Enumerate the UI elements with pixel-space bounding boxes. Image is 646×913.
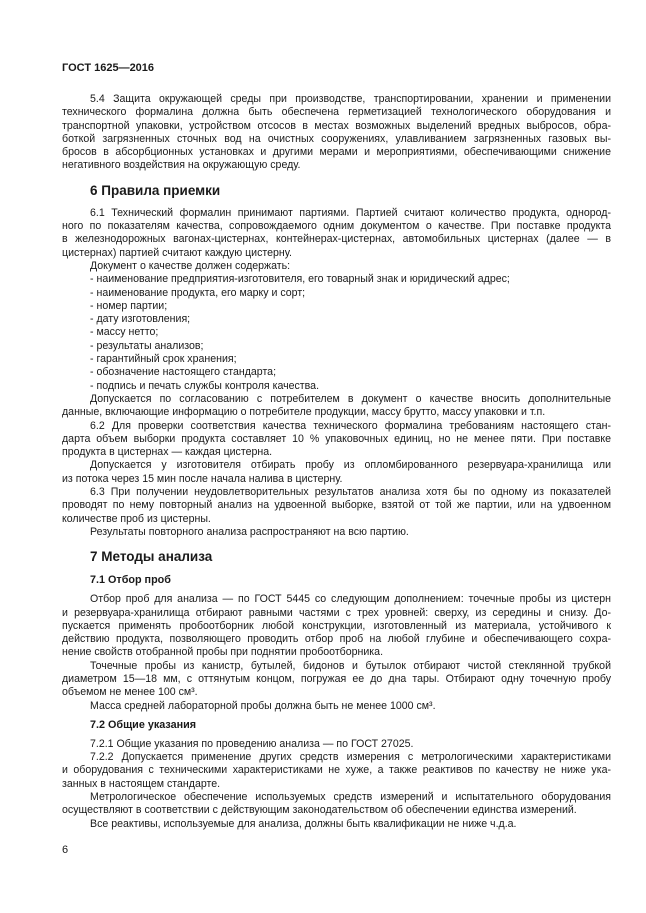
subsection-heading: 7.2 Общие указания — [90, 718, 197, 731]
text-line: Масса средней лабораторной пробы должна быть не менее 1000 см³. — [90, 699, 436, 712]
text-line: Отбор проб для анализа — по ГОСТ 5445 со следующим дополнением: точечные пробы из цистерн — [90, 593, 611, 606]
text-line: бросов в абсорбционных установках и другими мерами и мероприятиями, обеспечивающими снижение — [62, 146, 611, 159]
text-line: осуществляют в соответствии с действующим законодательством об обеспечении единства измерений. — [62, 804, 577, 817]
paragraph — [62, 751, 611, 791]
paragraph — [62, 486, 611, 526]
paragraph — [62, 260, 611, 273]
text-line: цистернах) партией считают каждую цистерну. — [62, 246, 292, 259]
text-line: продукта в цистернах — каждая цистерна. — [62, 446, 273, 459]
list-item: - обозначение настоящего стандарта; — [90, 366, 277, 379]
text-line: объемом не менее 100 см³. — [62, 686, 198, 699]
text-line: проводят по нему повторный анализ на удвоенной выборке, взятой от той же партии, или на удвоенном — [62, 499, 611, 512]
text-line: ного по показателям качества, сопровождаемого одним документом о качестве. При поставке продукта — [62, 220, 611, 233]
text-line: из потока через 15 мин после начала налива в цистерну. — [62, 472, 343, 485]
text-line: 7.2.2 Допускается применение других средств измерения с метрологическими характеристиками — [90, 751, 611, 764]
text-line: действию продукта, позволяющего проводить отбор проб на любой глубине и обеспечивающего сохра- — [62, 633, 611, 646]
text-line: Допускается по согласованию с потребителем в документ о качестве вносить дополнительные — [90, 392, 611, 405]
document-page — [62, 61, 611, 831]
paragraph — [62, 526, 611, 539]
list-item: - наименование предприятия-изготовителя, его товарный знак и юридический адрес; — [90, 273, 510, 286]
text-line: дарта объем выборки продукта составляет 10 % упаковочных единиц, но не менее пяти. При поставке — [62, 432, 611, 445]
list-item: - номер партии; — [90, 299, 168, 312]
text-line: занных в настоящем стандарте. — [62, 777, 221, 790]
paragraph — [62, 738, 611, 751]
paragraph — [62, 593, 611, 659]
text-line: в железнодорожных вагонах-цистернах, контейнерах-цистернах, автомобильных цистернах (далее — в — [62, 233, 611, 246]
paragraph — [62, 791, 611, 818]
text-line: данные, включающие информацию о потребителе продукции, массу брутто, массу упаковки и т.п. — [62, 406, 546, 419]
paragraph — [62, 207, 611, 260]
paragraph — [62, 818, 611, 831]
list-item: - дату изготовления; — [90, 313, 191, 326]
list-item: - наименование продукта, его марку и сорт; — [90, 286, 306, 299]
text-line: нение свойств отобранной пробы при поднятии пробоотборника. — [62, 646, 384, 659]
text-line: и оборудования с техническими характеристиками не хуже, а также реактивов по качеству не ниже ука- — [62, 764, 611, 777]
list-item: - подпись и печать службы контроля качества. — [90, 379, 320, 392]
text-line: 6.1 Технический формалин принимают партиями. Партией считают количество продукта, однород- — [90, 206, 611, 219]
text-line: 7.2.1 Общие указания по проведению анализа — по ГОСТ 27025. — [90, 737, 414, 750]
text-line: Допускается у изготовителя отбирать пробу из опломбированного резервуара-хранилища или — [90, 459, 611, 472]
paragraph — [62, 93, 611, 173]
text-line: Точечные пробы из канистр, бутылей, бидонов и бутылок отбирают чистой стеклянной трубкой — [90, 659, 611, 672]
text-line: 6.2 Для проверки соответствия качества технического формалина требованиям настоящего стан- — [90, 419, 611, 432]
text-line: и резервуара-хранилища отбирают равными частями с трех уровней: сверху, из середины и снизу. До- — [62, 606, 611, 619]
section-heading: 6 Правила приемки — [90, 182, 221, 198]
text-line: Все реактивы, используемые для анализа, должны быть квалификации не ниже ч.д.а. — [90, 817, 517, 830]
text-line: 6.3 При получении неудовлетворительных результатов анализа хотя бы по одному из показателей — [90, 486, 611, 499]
text-line: пускается применять пробоотборник любой конструкции, изготовленный из материала, устойчивого к — [62, 619, 611, 632]
list-item: - гарантийный срок хранения; — [90, 353, 237, 366]
list-item: - массу нетто; — [90, 326, 159, 339]
bullet-list — [62, 273, 611, 393]
list-item: - результаты анализов; — [90, 339, 204, 352]
paragraph — [62, 393, 611, 420]
text-line: 5.4 Защита окружающей среды при производстве, транспортировании, хранении и применении — [90, 93, 611, 105]
document-header: ГОСТ 1625—2016 — [62, 62, 155, 74]
paragraph — [62, 700, 611, 713]
text-line: Метрологическое обеспечение используемых средств измерений и испытательного оборудования — [90, 791, 611, 804]
paragraph — [62, 660, 611, 700]
document-body — [62, 93, 611, 831]
page-number: 6 — [62, 844, 69, 856]
subsection-heading: 7.1 Отбор проб — [90, 574, 171, 587]
text-line: боткой загрязненных сточных вод на очистных сооружениях, улавливанием загрязненных газовых вы- — [62, 132, 611, 145]
text-line: технического формалина должна быть обеспечена герметизацией технологического оборудования и — [62, 106, 611, 119]
section-heading: 7 Методы анализа — [90, 549, 213, 565]
text-line: негативного воздействия на окружающую среду. — [62, 159, 301, 172]
text-line: транспортной упаковки, устройством отсосов в местах возможных выделений вредных выбросов, обра- — [62, 119, 611, 132]
text-line: Документ о качестве должен содержать: — [90, 259, 291, 272]
text-line: Результаты повторного анализа распространяют на всю партию. — [90, 525, 409, 538]
paragraph — [62, 420, 611, 460]
paragraph — [62, 459, 611, 486]
text-line: диаметром 15—18 мм, с оттянутым концом, погружая ее до дна тары. Отбирают одну точечную пробу — [62, 672, 611, 685]
text-line: количестве проб из цистерны. — [62, 512, 211, 525]
